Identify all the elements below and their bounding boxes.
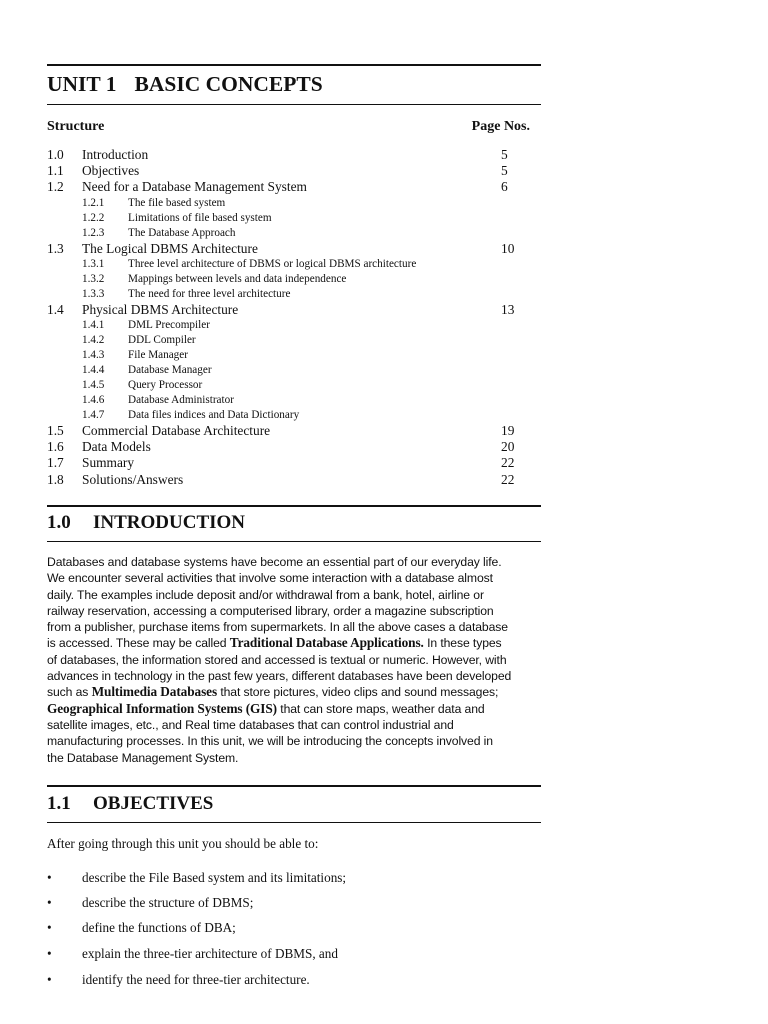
paragraph-line — [47, 603, 541, 619]
toc-entry-title: Three level architecture of DBMS or logical DBMS architecture — [128, 257, 417, 270]
toc-entry-title: Summary — [82, 455, 135, 471]
toc-entry — [47, 147, 530, 163]
structure-label: Structure — [47, 119, 105, 134]
intro-bottom-rule — [47, 541, 541, 542]
toc-entry-title: Introduction — [82, 147, 149, 162]
page-numbers-label: Page Nos. — [471, 119, 530, 134]
toc-entry-title: DDL Compiler — [128, 333, 196, 346]
toc-entry — [47, 333, 530, 348]
introduction-number: 1.0 — [47, 512, 71, 533]
toc-entry — [47, 226, 530, 241]
toc-entry-number: 1.4.2 — [82, 333, 105, 346]
toc-entry-title: DML Precompiler — [128, 318, 210, 331]
toc-entry — [47, 408, 530, 423]
toc-entry-page: 22 — [501, 471, 515, 487]
paragraph-line — [47, 587, 541, 603]
toc-entry-number: 1.5 — [47, 422, 64, 438]
toc-entry-page: 22 — [501, 455, 515, 471]
text-run: manufacturing processes. In this unit, we will be introducing the concepts involved in — [47, 734, 493, 749]
toc-entry — [47, 287, 530, 302]
text-run: daily. The examples include deposit and/or withdrawal from a bank, hotel, airline or — [47, 587, 484, 602]
toc-entry-page: 13 — [501, 301, 515, 317]
toc-entry-title: Need for a Database Management System — [82, 179, 307, 195]
toc-entry — [47, 472, 530, 488]
bullet-icon: • — [47, 972, 52, 987]
objectives-top-rule — [47, 785, 541, 787]
toc-entry-number: 1.6 — [47, 439, 64, 455]
intro-top-rule — [47, 505, 541, 507]
toc-entry — [47, 318, 530, 333]
objective-text: describe the structure of DBMS; — [82, 895, 254, 910]
text-run: We encounter several activities that involve some interaction with a database almost — [47, 571, 493, 586]
toc-entry-number: 1.2.2 — [82, 211, 105, 224]
toc-entry — [47, 196, 530, 211]
objectives-title: OBJECTIVES — [93, 793, 214, 814]
objective-text: explain the three-tier architecture of DBMS, and — [82, 946, 338, 961]
toc-entry — [47, 363, 530, 378]
toc-entry-number: 1.1 — [47, 163, 64, 179]
text-run: from a publisher, purchase items from supermarkets. In all the above cases a database — [47, 620, 508, 635]
text-run: In these types — [423, 636, 502, 651]
toc-entry-title: Limitations of file based system — [128, 211, 272, 224]
toc-entry-page: 20 — [501, 439, 515, 455]
paragraph-line — [47, 701, 541, 717]
toc-entry-number: 1.2.1 — [82, 196, 105, 209]
toc-entry-title: Commercial Database Architecture — [82, 422, 271, 438]
toc-entry — [47, 211, 530, 226]
paragraph-line — [47, 619, 541, 635]
text-run: satellite images, etc., and Real time databases that can control industrial and — [47, 717, 454, 732]
toc-entry-number: 1.3.1 — [82, 257, 105, 270]
unit-title-rule — [47, 104, 541, 105]
objective-text: describe the File Based system and its limitations; — [82, 870, 347, 885]
objective-text: identify the need for three-tier architecture. — [82, 972, 310, 987]
toc-entry-title: Solutions/Answers — [82, 471, 184, 487]
toc-entry-number: 1.4.7 — [82, 408, 105, 421]
toc-entry-number: 1.4.1 — [82, 318, 105, 331]
toc-entry-title: The Database Approach — [128, 226, 236, 239]
paragraph-line — [47, 668, 541, 684]
toc-entry-title: The Logical DBMS Architecture — [82, 240, 258, 256]
paragraph-line — [47, 554, 541, 570]
unit-title — [47, 72, 323, 97]
bullet-icon: • — [47, 895, 52, 910]
introduction-heading — [47, 512, 245, 534]
toc-entry-number: 1.3.3 — [82, 287, 105, 300]
toc-entry-title: Mappings between levels and data independence — [128, 272, 347, 285]
objective-text: define the functions of DBA; — [82, 920, 236, 935]
toc-entry-title: Data files indices and Data Dictionary — [128, 408, 300, 421]
text-run: such as — [47, 685, 92, 700]
text-run: railway reservation, accessing a computerised library, order a magazine subscription — [47, 603, 494, 618]
toc-entry — [47, 302, 530, 318]
toc-entry — [47, 241, 530, 257]
toc-entry-number: 1.2 — [47, 179, 64, 195]
toc-entry-page: 5 — [501, 163, 508, 179]
toc-entry-title: Physical DBMS Architecture — [82, 301, 239, 317]
toc-entry — [47, 272, 530, 287]
text-run: that store pictures, video clips and sound messages; — [217, 685, 499, 700]
toc-entry-title: The file based system — [128, 196, 226, 209]
unit-title-text: BASIC CONCEPTS — [134, 72, 323, 96]
toc-entry-title: File Manager — [128, 348, 188, 361]
toc-entry-title: Query Processor — [128, 378, 203, 391]
bold-term: Traditional Database Applications. — [229, 635, 424, 651]
objectives-bottom-rule — [47, 822, 541, 823]
bullet-icon: • — [47, 920, 52, 935]
objectives-heading — [47, 793, 213, 815]
toc-entry — [47, 423, 530, 439]
toc-entry-title: The need for three level architecture — [128, 287, 291, 300]
toc-entry-number: 1.4.4 — [82, 363, 105, 376]
toc-entry-page: 19 — [501, 422, 515, 438]
paragraph-line — [47, 570, 541, 586]
top-rule — [47, 64, 541, 66]
objectives-number: 1.1 — [47, 793, 71, 814]
bullet-icon: • — [47, 870, 52, 885]
bold-term: Multimedia Databases — [91, 684, 218, 700]
toc-entry-number: 1.4 — [47, 301, 64, 317]
paragraph-line — [47, 717, 541, 733]
toc-entry-title: Objectives — [82, 163, 140, 179]
paragraph-line — [47, 733, 541, 749]
paragraph-line — [47, 635, 541, 651]
toc-entry-title: Database Manager — [128, 363, 212, 376]
table-of-contents — [47, 147, 530, 488]
toc-entry-page: 6 — [501, 179, 508, 195]
text-run: advances in technology in the past few years, different databases have been developed — [47, 669, 512, 684]
toc-entry-number: 1.0 — [47, 147, 64, 162]
text-run: that can store maps, weather data and — [277, 701, 485, 716]
toc-entry-page: 10 — [501, 240, 515, 256]
introduction-paragraph — [47, 554, 541, 766]
toc-entry — [47, 439, 530, 455]
text-run: the Database Management System. — [47, 750, 239, 765]
toc-entry-number: 1.2.3 — [82, 226, 105, 239]
objectives-intro: After going through this unit you should be able to: — [47, 836, 319, 851]
toc-entry-number: 1.4.5 — [82, 378, 105, 391]
toc-entry-number: 1.4.6 — [82, 393, 105, 406]
unit-number: UNIT 1 — [47, 72, 117, 96]
toc-entry — [47, 179, 530, 195]
bullet-icon: • — [47, 946, 52, 961]
toc-entry — [47, 378, 530, 393]
toc-entry — [47, 257, 530, 272]
toc-entry — [47, 348, 530, 363]
toc-entry-number: 1.4.3 — [82, 348, 105, 361]
toc-entry — [47, 163, 530, 179]
text-run: of databases, the information stored and accessed is textual or numeric. However, with — [47, 652, 507, 667]
toc-entry — [47, 393, 530, 408]
toc-entry-number: 1.3.2 — [82, 272, 105, 285]
toc-entry-title: Data Models — [82, 439, 151, 455]
bold-term: Geographical Information Systems (GIS) — [47, 700, 277, 716]
introduction-title: INTRODUCTION — [93, 512, 246, 533]
toc-entry-title: Database Administrator — [128, 393, 234, 406]
paragraph-line — [47, 652, 541, 668]
text-run: is accessed. These may be called — [47, 636, 230, 651]
toc-entry — [47, 455, 530, 471]
paragraph-line — [47, 750, 541, 766]
toc-entry-number: 1.7 — [47, 455, 64, 471]
toc-entry-number: 1.8 — [47, 471, 64, 487]
toc-entry-number: 1.3 — [47, 240, 64, 256]
text-run: Databases and database systems have become an essential part of our everyday life. — [47, 555, 502, 569]
structure-header — [47, 119, 530, 135]
paragraph-line — [47, 684, 541, 700]
toc-entry-page: 5 — [501, 147, 508, 162]
